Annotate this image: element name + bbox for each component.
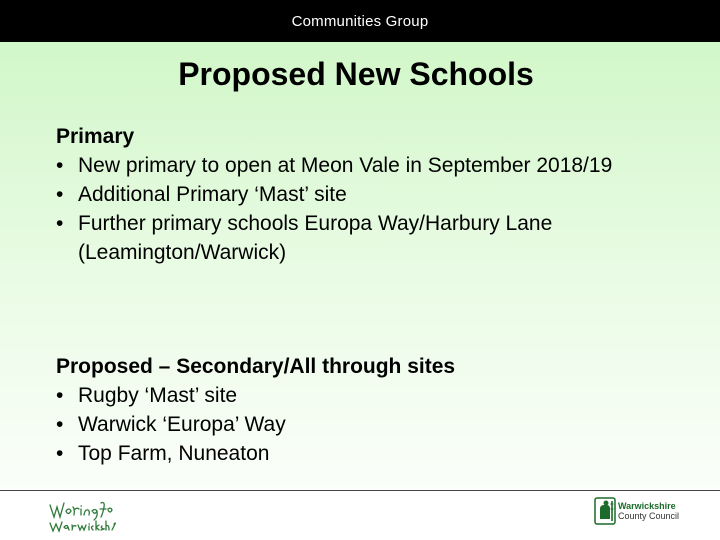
- list-item-text: New primary to open at Meon Vale in September 2018/19: [78, 154, 613, 177]
- list-item-text: Further primary schools Europa Way/Harbury Lane (Leamington/Warwick): [78, 212, 553, 264]
- bullet-list: [56, 381, 656, 468]
- list-item-text: Top Farm, Nuneaton: [78, 442, 270, 465]
- slide-title: Proposed New Schools: [178, 56, 534, 92]
- list-item-text: Rugby ‘Mast’ site: [78, 384, 238, 407]
- signature-icon: [46, 497, 118, 533]
- bullet-icon: •: [56, 384, 64, 407]
- warwickshire-county-council-logo: [594, 497, 679, 525]
- bullet-list: [56, 151, 656, 267]
- working-for-warwickshire-logo: [46, 497, 118, 538]
- list-item: [56, 151, 656, 180]
- list-item: [56, 180, 656, 209]
- section-primary: [56, 122, 656, 267]
- list-item: [56, 439, 656, 468]
- header-title: Communities Group: [291, 12, 429, 30]
- section-heading: Primary: [56, 125, 135, 148]
- header-bar: [0, 0, 720, 42]
- list-item: [56, 410, 656, 439]
- bullet-icon: •: [56, 442, 64, 465]
- section-heading: Proposed – Secondary/All through sites: [56, 355, 456, 378]
- bear-and-staff-icon: [594, 497, 616, 525]
- bullet-icon: •: [56, 413, 64, 436]
- list-item: [56, 381, 656, 410]
- section-secondary: [56, 352, 656, 468]
- bullet-icon: •: [56, 183, 64, 206]
- list-item-text: Additional Primary ‘Mast’ site: [78, 183, 347, 206]
- bullet-icon: •: [56, 212, 64, 235]
- council-name: Warwickshire County Council: [618, 501, 680, 521]
- bullet-icon: •: [56, 154, 64, 177]
- list-item-text: Warwick ‘Europa’ Way: [78, 413, 286, 436]
- list-item: [56, 209, 656, 267]
